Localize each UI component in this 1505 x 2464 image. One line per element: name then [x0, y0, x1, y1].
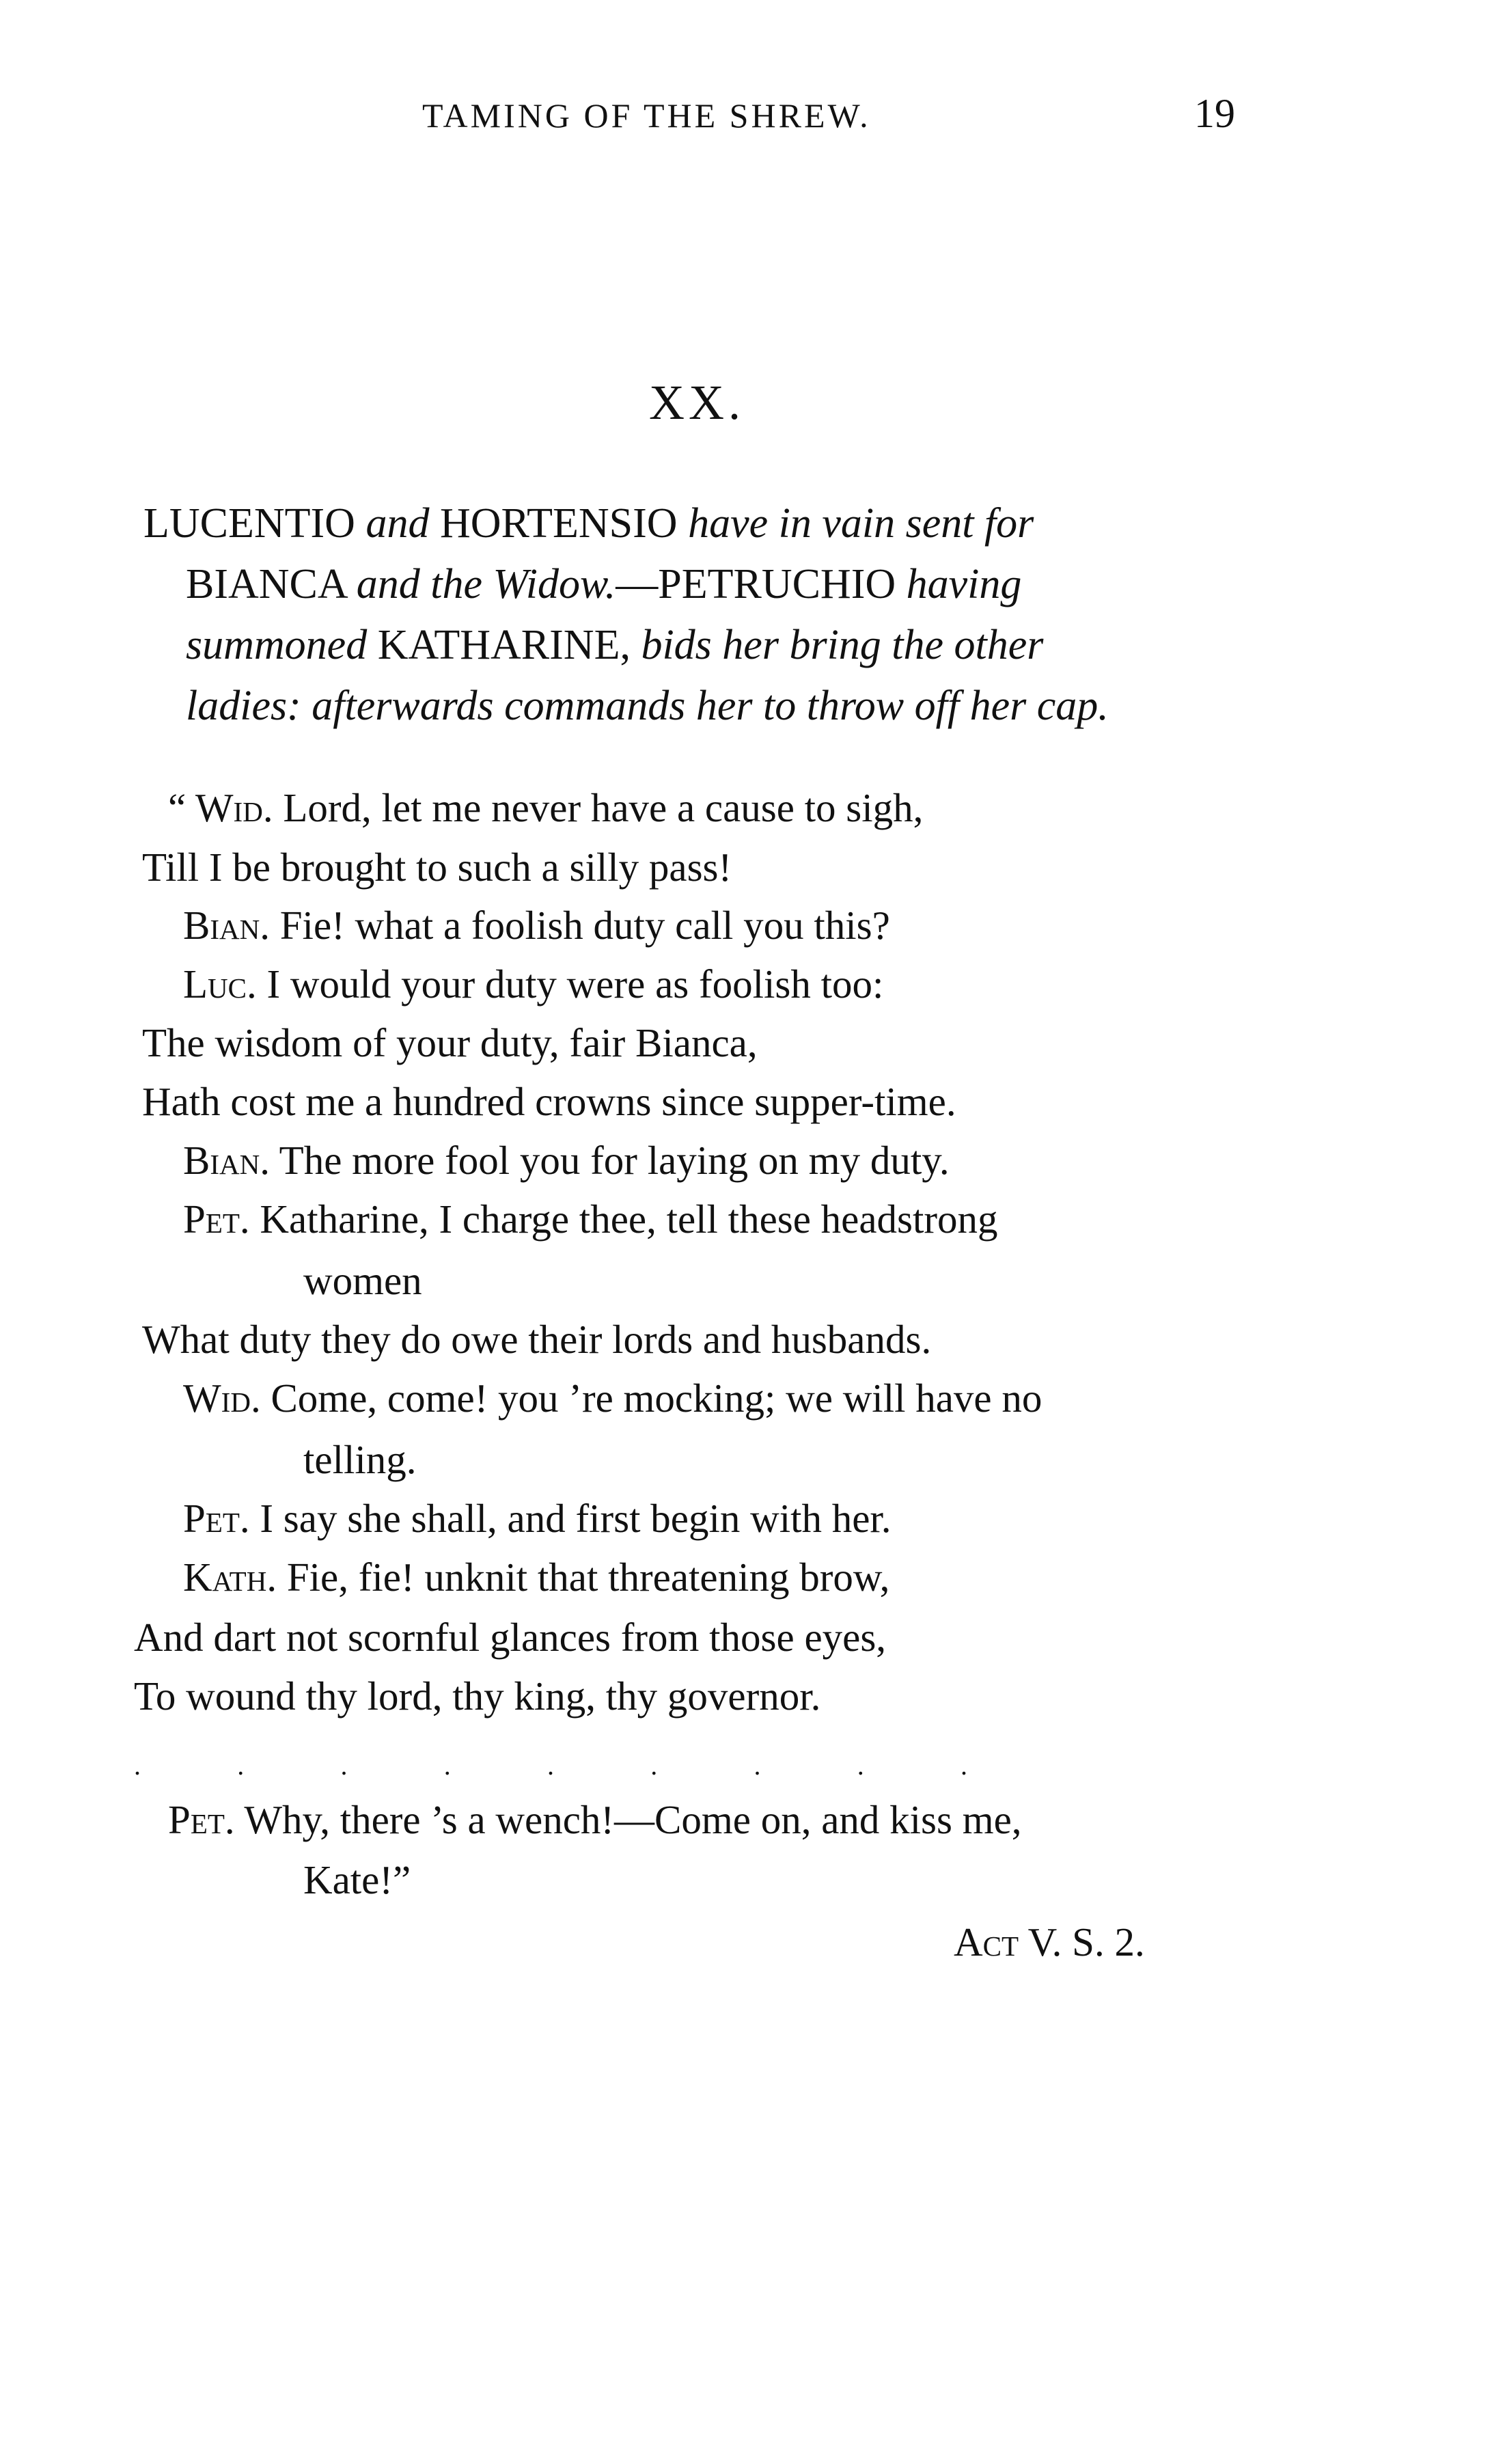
caption-line [143, 615, 1264, 676]
verse-line [134, 1617, 886, 1658]
verse-text: What duty they do owe their lords and husbands. [142, 1317, 932, 1362]
speaker-name: Kath. [183, 1555, 277, 1600]
ellipsis-dot: . [857, 1750, 864, 1781]
verse-line [142, 1020, 758, 1065]
ellipsis-dot: . [237, 1750, 245, 1781]
verse-text: And dart not scornful glances from those eyes, [134, 1615, 887, 1660]
caption-line [143, 554, 1264, 615]
caption-text: KATHARINE, [367, 622, 641, 668]
verse-line [142, 847, 732, 888]
verse-text: Come, come! you ’re mocking; we will have no [260, 1375, 1043, 1421]
caption-line [143, 676, 1264, 737]
plate-number: XX. [649, 375, 745, 430]
ellipsis-dot: . [134, 1750, 141, 1781]
verse-text: Lord, let me never have a cause to sigh, [273, 785, 924, 830]
caption-text: having [906, 561, 1022, 607]
verse-text: Why, there ’s a wench!—Come on, and kiss me, [234, 1797, 1022, 1842]
verse-line [168, 785, 924, 830]
verse-line [183, 1140, 950, 1181]
verse-line [183, 1375, 1043, 1421]
caption-text: ladies: afterwards commands her to throw off her cap. [186, 683, 1109, 729]
verse-text: The wisdom of your duty, fair Bianca, [142, 1020, 758, 1065]
page-number: 19 [1194, 91, 1235, 136]
speaker-name: Bian. [183, 903, 270, 948]
verse-line [183, 1557, 889, 1598]
ellipsis-dot: . [443, 1750, 451, 1781]
caption-text: —PETRUCHIO [616, 561, 907, 607]
verse-text: Fie, fie! unknit that threatening brow, [277, 1555, 890, 1600]
ellipsis-dot: . [754, 1750, 761, 1781]
verse-line [142, 1319, 931, 1360]
running-title: TAMING OF THE SHREW. [422, 96, 871, 135]
speaker-name: Pet. [168, 1797, 235, 1842]
ellipsis-dot: . [340, 1750, 348, 1781]
verse-text: women [303, 1258, 422, 1303]
ellipsis-dot: . [547, 1750, 554, 1781]
verse-line [303, 1258, 422, 1303]
verse-text: Katharine, I charge thee, tell these headstrong [249, 1196, 998, 1242]
verse-text: The more fool you for laying on my duty. [269, 1138, 950, 1183]
ellipsis-row [134, 1749, 967, 1781]
verse-line [168, 1797, 1022, 1842]
caption-text: have in vain sent for [688, 500, 1034, 547]
ellipsis-dot: . [961, 1750, 967, 1781]
speaker-name: Wid. [183, 1375, 261, 1421]
verse-text: telling. [303, 1437, 417, 1482]
caption-text: HORTENSIO [429, 500, 689, 547]
ellipsis-dot: . [650, 1750, 658, 1781]
caption-text: bids her bring the other [641, 622, 1044, 668]
caption-text: LUCENTIO [143, 500, 366, 547]
verse-text: Till I be brought to such a silly pass! [142, 845, 732, 890]
speaker-name: Bian. [183, 1138, 270, 1183]
verse-line [183, 1196, 998, 1242]
plate-caption [143, 493, 1264, 737]
verse-line [183, 961, 884, 1007]
caption-line [143, 493, 1264, 554]
verse-text: Kate!” [303, 1857, 411, 1902]
verse-text: Hath cost me a hundred crowns since supper-time. [142, 1079, 956, 1124]
verse-line [183, 1498, 892, 1539]
caption-text: BIANCA [186, 561, 357, 607]
verse-text: I would your duty were as foolish too: [256, 961, 884, 1007]
speaker-name: “ Wid. [168, 785, 273, 830]
verse-line [183, 905, 890, 946]
speaker-name: Pet. [183, 1496, 250, 1541]
verse-line [303, 1857, 411, 1902]
verse-text: Fie! what a foolish duty call you this? [269, 903, 890, 948]
speaker-name: Pet. [183, 1196, 250, 1242]
verse-line [142, 1079, 956, 1124]
caption-text: and [365, 500, 430, 547]
caption-text: summoned [186, 622, 368, 668]
caption-text: and the Widow. [356, 561, 616, 607]
verse-text: To wound thy lord, thy king, thy governor. [134, 1673, 821, 1719]
act-scene-reference: Act V. S. 2. [954, 1919, 1145, 1965]
verse-text: I say she shall, and first begin with her. [249, 1496, 892, 1541]
verse-line [303, 1437, 417, 1482]
speaker-name: Luc. [183, 961, 257, 1007]
verse-line [134, 1673, 821, 1719]
